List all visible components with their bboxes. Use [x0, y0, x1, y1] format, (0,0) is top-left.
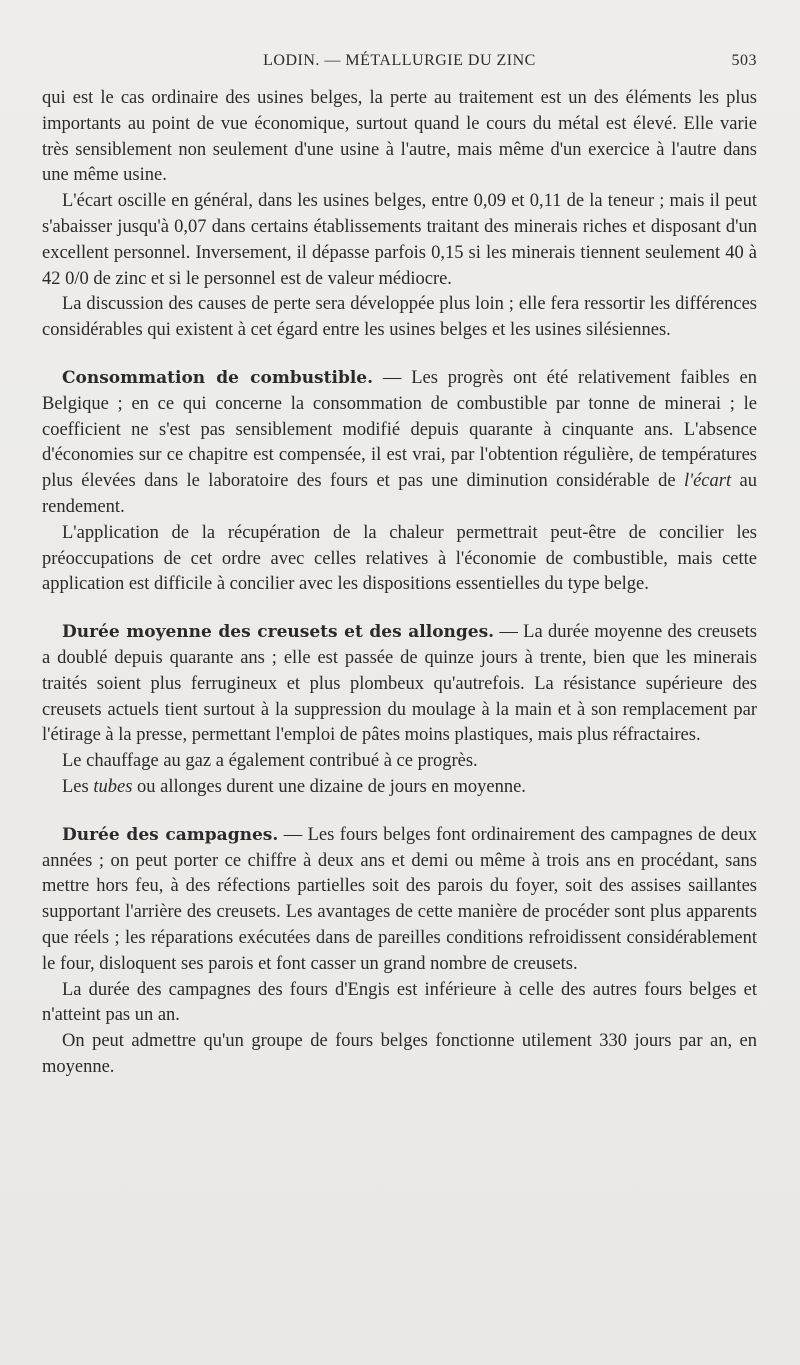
- paragraph: La discussion des causes de perte sera développée plus loin ; elle fera ressortir les différences considérables qui existent à cet égard entre les usines belges et les usines silésiennes.: [42, 294, 757, 341]
- paragraph: La durée des campagnes des fours d'Engis est inférieure à celle des autres fours belges et n'atteint pas un an.: [42, 979, 757, 1026]
- section-text-tail: au rendement.: [42, 471, 757, 517]
- running-title: LODIN. — MÉTALLURGIE DU ZINC: [263, 52, 536, 69]
- emphasis-text: tubes: [93, 776, 133, 797]
- paragraph-text: Les: [62, 776, 94, 797]
- paragraph: L'écart oscille en général, dans les usines belges, entre 0,09 et 0,11 de la teneur ; mais il peut s'abaisser jusqu'à 0,07 dans certains établissements traitant des minerais riches et disposant d'un excellent personnel. Inversement, il dépasse parfois 0,15 si les minerais tiennent seulement 40 à 42 0/0 de zinc et si le personnel est de valeur médiocre.: [42, 191, 757, 289]
- page-body: [42, 86, 757, 1081]
- section-heading: Durée des campagnes.: [62, 824, 279, 845]
- paragraph: L'application de la récupération de la chaleur permettrait peut-être de concilier les préoccupations de cet ordre avec celles relatives à l'économie de combustible, mais cette application est difficile à concilier avec les dispositions essentielles du type belge.: [42, 522, 757, 595]
- paragraph: [42, 775, 757, 801]
- paragraph: Le chauffage au gaz a également contribué à ce progrès.: [62, 751, 478, 772]
- section-creusets: [42, 620, 757, 749]
- paragraph-text: ou allonges durent une dizaine de jours en moyenne.: [132, 776, 526, 797]
- section-text: — Les progrès ont été relativement faibles en Belgique ; en ce qui concerne la consommation de combustible par tonne de minerai ; le coefficient ne s'est pas sensiblement modifié depuis quarante à cinquante ans. L'absence d'économies sur ce chapitre est compensée, il est vrai, par l'obtention régulière, de températures plus élevées dans le laboratoire des fours et pas une diminution considérable de: [42, 367, 757, 492]
- page-number: 503: [731, 52, 757, 69]
- section-text: — Les fours belges font ordinairement des campagnes de deux années ; on peut porter ce chiffre à deux ans et demi ou même à trois ans en procédant, sans mettre hors feu, à des réfections partielles soit des parois du foyer, soit des assises saillantes supportant l'arrière des creusets. Les avantages de cette manière de procéder sont plus apparents que réels ; les réparations exécutées dans de pareilles conditions refroidissent considérablement le four, disloquent ses parois et font casser un grand nombre de creusets.: [42, 824, 758, 974]
- paragraph: qui est le cas ordinaire des usines belges, la perte au traitement est un des éléments les plus importants au point de vue économique, surtout quand le cours du métal est élevé. Elle varie très sensiblement non seulement d'une usine à l'autre, mais même d'un exercice à l'autre dans une même usine.: [42, 88, 757, 186]
- section-text: — La durée moyenne des creusets a doublé depuis quarante ans ; elle est passée de quinze jours à trente, bien que les minerais traités soient plus ferrugineux et plus plombeux qu'autrefois. La résistance supérieure des creusets actuels tient surtout à la suppression du moulage à la main et à son remplacement par l'étirage à la presse, permettant l'emploi de pâtes moins plastiques, mais plus réfractaires.: [42, 622, 757, 746]
- section-heading: Consommation de combustible.: [62, 367, 374, 388]
- section-combustible: [42, 366, 757, 521]
- emphasis-text: l'écart: [683, 471, 732, 492]
- paragraph: On peut admettre qu'un groupe de fours belges fonctionne utilement 330 jours par an, en moyenne.: [42, 1031, 757, 1077]
- section-heading: Durée moyenne des creusets et des allonges.: [62, 622, 495, 643]
- section-campagnes: [42, 823, 757, 978]
- page-header: [42, 52, 757, 78]
